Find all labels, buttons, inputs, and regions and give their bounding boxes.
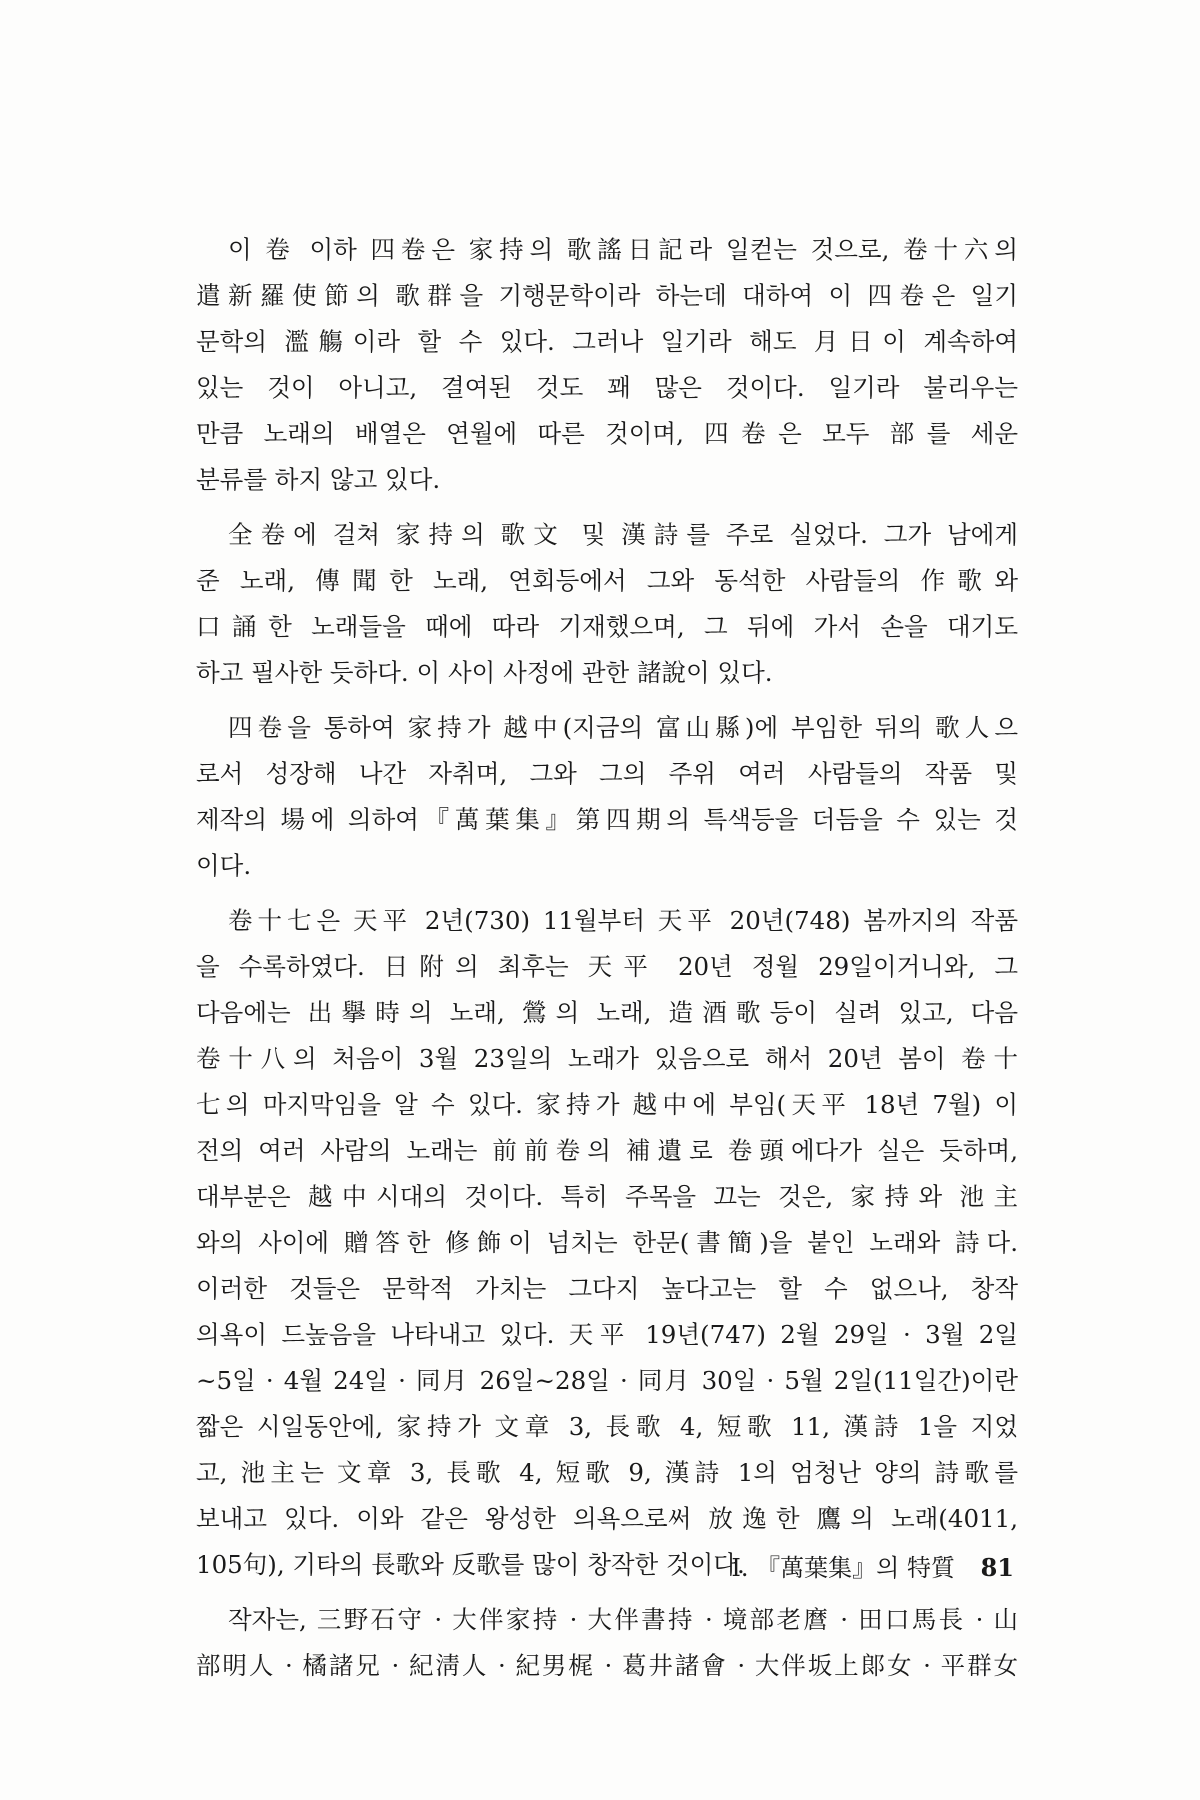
text-line: 작자는, 三野石守 · 大伴家持 · 大伴書持 · 境部老麿 · 田口馬長 · 山 <box>228 1605 1018 1634</box>
text-line: 卷十七은 天平 2년(730) 11월부터 天平 20년(748) 봄까지의 작품 <box>228 906 1018 935</box>
text-line: 대부분은 越中시대의 것이다. 특히 주목을 끄는 것은, 家持와 池主 <box>196 1182 1018 1211</box>
text-line: 다음에는 出擧時의 노래, 鶯의 노래, 造酒歌등이 실려 있고, 다음 <box>196 998 1018 1027</box>
text-line: 분류를 하지 않고 있다. <box>196 465 441 494</box>
text-line: 와의 사이에 贈答한 修飾이 넘치는 한문(書簡)을 붙인 노래와 詩다. <box>196 1228 1018 1257</box>
text-line: 全卷에 걸쳐 家持의 歌文 및 漢詩를 주로 실었다. 그가 남에게 <box>228 520 1018 549</box>
text-line: 이러한 것들은 문학적 가치는 그다지 높다고는 할 수 없으나, 창작 <box>196 1274 1018 1303</box>
text-line: 만큼 노래의 배열은 연월에 따른 것이며, 四卷은 모두 部를 세운 <box>196 419 1018 448</box>
running-footer-chapter: I. 『萬葉集』의 特質 <box>731 1554 955 1582</box>
text-line: 105句), 기타의 長歌와 反歌를 많이 창작한 것이다. <box>196 1550 745 1579</box>
text-line: 의욕이 드높음을 나타내고 있다. 天平 19년(747) 2월 29일 · 3월 2일 <box>196 1320 1018 1349</box>
text-line: 제작의 場에 의하여『萬葉集』第四期의 특색등을 더듬을 수 있는 것 <box>196 805 1018 834</box>
text-line: 이다. <box>196 851 252 880</box>
text-line: 四卷을 통하여 家持가 越中(지금의 富山縣)에 부임한 뒤의 歌人으 <box>228 713 1018 742</box>
paragraph-4 <box>196 898 1018 1588</box>
text-line: 을 수록하였다. 日附의 최후는 天平 20년 정월 29일이거니와, 그 <box>196 952 1018 981</box>
text-line: 七의 마지막임을 알 수 있다. 家持가 越中에 부임(天平 18년 7월) 이 <box>196 1090 1018 1119</box>
text-line: 口誦한 노래들을 때에 따라 기재했으며, 그 뒤에 가서 손을 대기도 <box>196 612 1018 641</box>
text-line: 짧은 시일동안에, 家持가 文章 3, 長歌 4, 短歌 11, 漢詩 1을 지었 <box>196 1412 1018 1441</box>
page-footer <box>0 1548 1014 1588</box>
text-line: ~5일 · 4월 24일 · 同月 26일~28일 · 同月 30일 · 5월 2일(11일간)이란 <box>196 1366 1018 1395</box>
text-line: 이 卷 이하 四卷은 家持의 歌謠日記라 일컫는 것으로, 卷十六의 <box>228 235 1018 264</box>
paragraph-5 <box>196 1597 1018 1689</box>
text-line: 卷十八의 처음이 3월 23일의 노래가 있음으로 해서 20년 봄이 卷十 <box>196 1044 1018 1073</box>
body-text <box>196 227 1018 1689</box>
text-line: 전의 여러 사람의 노래는 前前卷의 補遺로 卷頭에다가 실은 듯하며, <box>196 1136 1018 1165</box>
text-line: 준 노래, 傳聞한 노래, 연회등에서 그와 동석한 사람들의 作歌와 <box>196 566 1018 595</box>
text-line: 로서 성장해 나간 자취며, 그와 그의 주위 여러 사람들의 작품 및 <box>196 759 1018 788</box>
paragraph-1 <box>196 227 1018 503</box>
text-line: 部明人 · 橘諸兄 · 紀淸人 · 紀男梶 · 葛井諸會 · 大伴坂上郞女 · 平群女 <box>196 1651 1018 1680</box>
text-line: 문학의 濫觴이라 할 수 있다. 그러나 일기라 해도 月日이 계속하여 <box>196 327 1018 356</box>
text-line: 하고 필사한 듯하다. 이 사이 사정에 관한 諸說이 있다. <box>196 658 773 687</box>
text-line: 보내고 있다. 이와 같은 왕성한 의욕으로써 放逸한 鷹의 노래(4011, <box>196 1504 1018 1533</box>
page-number: 81 <box>980 1553 1014 1582</box>
paragraph-3 <box>196 705 1018 889</box>
text-line: 있는 것이 아니고, 결여된 것도 꽤 많은 것이다. 일기라 불리우는 <box>196 373 1018 402</box>
text-line: 遣新羅使節의 歌群을 기행문학이라 하는데 대하여 이 四卷은 일기 <box>196 281 1018 310</box>
paragraph-2 <box>196 512 1018 696</box>
text-line: 고, 池主는 文章 3, 長歌 4, 短歌 9, 漢詩 1의 엄청난 양의 詩歌를 <box>196 1458 1018 1487</box>
